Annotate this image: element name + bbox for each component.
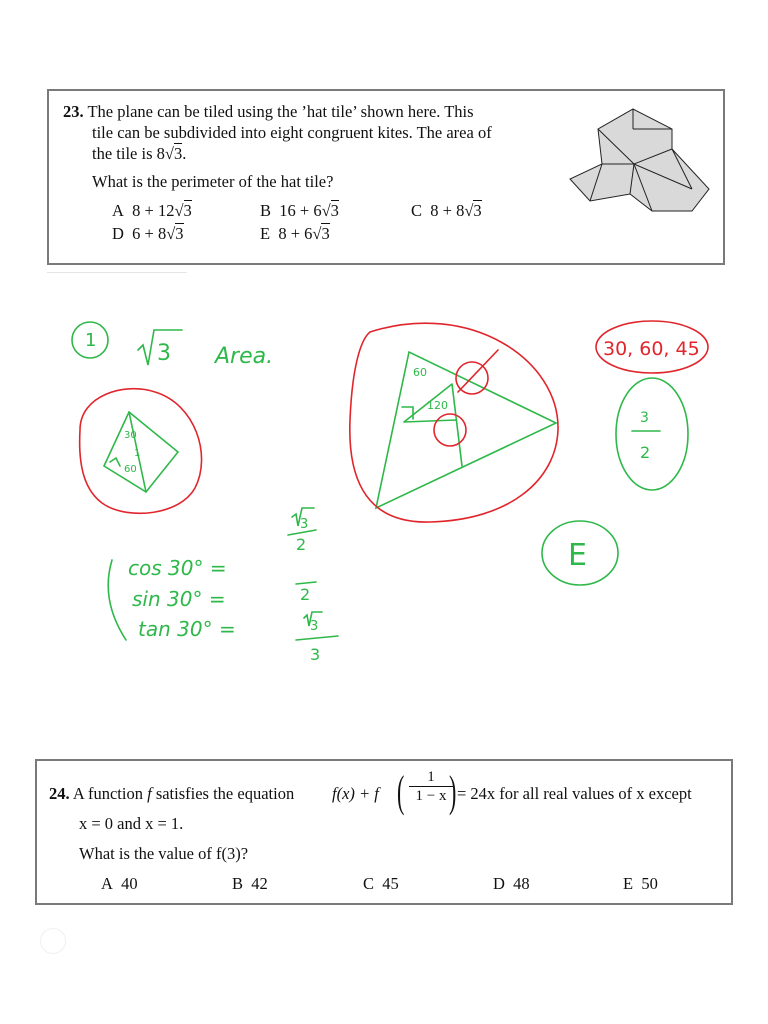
- q23-question: What is the perimeter of the hat tile?: [92, 172, 334, 191]
- note-cos: cos 30° =: [128, 556, 227, 580]
- note-kite-60: 60: [124, 464, 137, 475]
- note-area: Area.: [215, 344, 274, 369]
- option-letter: C: [363, 874, 375, 893]
- note-angle-triple: 30, 60, 45: [603, 338, 700, 360]
- kite-diagonal: [129, 412, 146, 492]
- option-radicand: 3: [175, 224, 184, 243]
- right-angle-mark: [402, 407, 413, 419]
- fraction-circle: [616, 378, 688, 490]
- option-letter: E: [623, 874, 634, 893]
- sketch-kite-lines: [404, 384, 462, 466]
- option-letter: D: [112, 224, 124, 243]
- kite-sketch: [104, 412, 178, 492]
- note-cos-den: 2: [296, 535, 307, 554]
- faint-circle-mark: [40, 928, 66, 954]
- q23-option-c[interactable]: C 8 + 8√3: [411, 201, 482, 220]
- note-kite-1: 1: [134, 448, 141, 459]
- q24-frac-den: 1 − x: [409, 786, 453, 805]
- note-kite-30: 30: [124, 430, 137, 441]
- q23-line1: [63, 101, 474, 122]
- note-angle-120: 120: [427, 399, 448, 412]
- q24-option-d[interactable]: [493, 874, 530, 894]
- cos-fraction-bar: [288, 530, 316, 535]
- option-radicand: 3: [473, 201, 482, 220]
- option-value: 16 + 6: [279, 201, 322, 220]
- option-radicand: 3: [183, 201, 192, 220]
- q23-option-e[interactable]: E 8 + 6√3: [260, 224, 330, 243]
- note-answer-e: E: [568, 538, 587, 573]
- option-letter: A: [112, 201, 124, 220]
- kite-red-loop: [80, 389, 202, 514]
- red-ink: [80, 321, 708, 522]
- option-value: 8 + 8: [430, 201, 465, 220]
- q24-number: 24.: [49, 784, 70, 803]
- q23-option-b[interactable]: B 16 + 6√3: [260, 201, 339, 220]
- q23-area-prefix: the tile is 8: [92, 144, 165, 163]
- option-value: 8 + 12: [132, 201, 175, 220]
- note-frac-num: 3: [640, 410, 649, 426]
- q24-line1-left: [49, 783, 294, 804]
- note-tan-den: 3: [310, 645, 321, 664]
- q23-area-suffix: .: [182, 144, 187, 163]
- q24-eq-lhs: f(x) + f: [332, 784, 379, 803]
- sin-fraction-bar: [296, 582, 316, 584]
- option-radicand: 3: [321, 224, 330, 243]
- q24-paren-right: ): [449, 767, 457, 816]
- green-ink: [72, 322, 688, 640]
- green-ink-text: [85, 330, 700, 664]
- note-sqrt-3: 3: [157, 341, 171, 366]
- option-letter: B: [260, 201, 272, 220]
- q24-f: f: [147, 784, 152, 803]
- red-circle-top: [456, 362, 488, 394]
- note-sin-den: 2: [300, 585, 311, 604]
- option-value: 40: [121, 874, 138, 893]
- q24-option-c[interactable]: [363, 874, 399, 894]
- note-angle-60: 60: [413, 366, 427, 379]
- note-circled-1: 1: [85, 330, 97, 351]
- circle-1-outline: [72, 322, 108, 358]
- option-value: 8 + 6: [278, 224, 313, 243]
- q24-paren-left: (: [397, 767, 405, 816]
- triple-red-oval: [596, 321, 708, 373]
- sketch-triangle: [376, 352, 556, 508]
- q23-option-d[interactable]: D 6 + 8√3: [112, 224, 184, 243]
- tan-sqrt: [304, 612, 322, 626]
- q24-option-a[interactable]: [101, 874, 138, 894]
- hat-tile-shape: [570, 109, 709, 211]
- option-letter: C: [411, 201, 423, 220]
- q24-option-e[interactable]: [623, 874, 658, 894]
- kite-angle-mark: [110, 458, 120, 466]
- q24-line2: x = 0 and x = 1.: [79, 814, 184, 833]
- question-23-box: [47, 89, 725, 265]
- q24-frac-num: 1: [427, 769, 435, 785]
- option-value: 50: [641, 874, 658, 893]
- red-slash: [458, 350, 498, 392]
- q23-line2: tile can be subdivided into eight congruent kites. The area of: [92, 123, 492, 142]
- q24-text-b: satisfies the equation: [155, 784, 295, 803]
- option-value: 48: [513, 874, 530, 893]
- hat-tile-figure: [562, 99, 717, 215]
- note-frac-den: 2: [640, 443, 651, 462]
- option-value: 42: [251, 874, 268, 893]
- q23-number: 23.: [63, 102, 84, 121]
- red-circle-bottom: [434, 414, 466, 446]
- note-tan: tan 30° =: [138, 617, 236, 641]
- cos-sqrt: [292, 508, 314, 526]
- note-sin: sin 30° =: [132, 587, 226, 611]
- question-24-box: [35, 759, 733, 905]
- q23-option-a[interactable]: A 8 + 12√3: [112, 201, 192, 220]
- answer-circle: [542, 521, 618, 585]
- option-letter: D: [493, 874, 505, 893]
- q23-area-radicand: 3: [173, 144, 183, 163]
- option-letter: A: [101, 874, 113, 893]
- option-letter: B: [232, 874, 244, 893]
- q23-text-1: The plane can be tiled using the ’hat tile’ shown here. This: [87, 102, 474, 121]
- q24-option-b[interactable]: [232, 874, 268, 894]
- option-value: 45: [382, 874, 399, 893]
- tan-fraction-bar: [296, 636, 338, 640]
- q24-fraction: [409, 769, 453, 805]
- triangle-red-loop: [350, 323, 558, 522]
- page-divider: [47, 272, 187, 273]
- note-cos-num: 3: [300, 517, 309, 532]
- option-radicand: 3: [330, 201, 339, 220]
- note-tan-num: 3: [310, 619, 319, 634]
- option-value: 6 + 8: [132, 224, 167, 243]
- q24-text-a: A function: [72, 784, 143, 803]
- q23-line3: the tile is 8√3.: [92, 144, 187, 163]
- trig-bracket: [108, 560, 126, 640]
- q24-eq-rhs: = 24x for all real values of x except: [457, 784, 692, 803]
- option-letter: E: [260, 224, 271, 243]
- sqrt-sign: [138, 330, 182, 365]
- q24-question: What is the value of f(3)?: [79, 844, 249, 863]
